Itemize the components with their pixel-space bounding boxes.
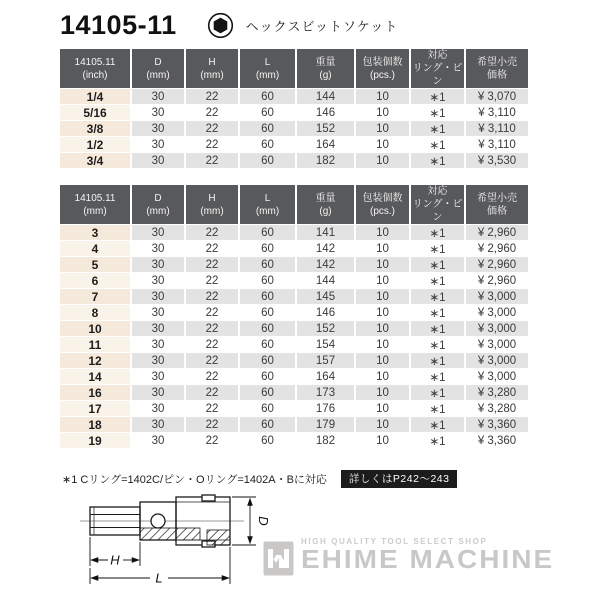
- value-cell: 22: [186, 257, 238, 272]
- page-reference-badge: 詳しくはP242～243: [341, 470, 458, 488]
- table-row: [60, 369, 528, 384]
- value-cell: 22: [186, 321, 238, 336]
- value-cell: 145: [297, 289, 354, 304]
- value-cell: ¥ 2,960: [466, 257, 528, 272]
- value-cell: 10: [356, 401, 409, 416]
- value-cell: ¥ 3,110: [466, 105, 528, 120]
- value-cell: ¥ 3,000: [466, 353, 528, 368]
- size-cell: 3: [60, 225, 130, 240]
- size-cell: 17: [60, 401, 130, 416]
- size-cell: 1/4: [60, 89, 130, 104]
- size-cell: 5/16: [60, 105, 130, 120]
- value-cell: ∗1: [411, 257, 464, 272]
- table-row: [60, 105, 528, 120]
- table-header-row: [60, 185, 528, 224]
- value-cell: 30: [132, 273, 184, 288]
- value-cell: 173: [297, 385, 354, 400]
- table-row: [60, 305, 528, 320]
- column-header: 対応 リング・ピン: [412, 186, 463, 223]
- value-cell: 60: [240, 273, 295, 288]
- table-row: [60, 289, 528, 304]
- column-header: 14105.11 (inch): [60, 49, 130, 88]
- value-cell: 22: [186, 105, 238, 120]
- size-cell: 18: [60, 417, 130, 432]
- column-header: D (mm): [132, 49, 184, 88]
- value-cell: ∗1: [411, 369, 464, 384]
- value-cell: 22: [186, 273, 238, 288]
- column-header: 重量 (g): [297, 185, 354, 224]
- value-cell: ∗1: [411, 353, 464, 368]
- footnote: [62, 470, 457, 488]
- value-cell: 10: [356, 241, 409, 256]
- value-cell: 60: [240, 417, 295, 432]
- value-cell: 164: [297, 369, 354, 384]
- value-cell: ∗1: [411, 417, 464, 432]
- value-cell: 60: [240, 121, 295, 136]
- column-header: L (mm): [240, 49, 295, 88]
- value-cell: 30: [132, 241, 184, 256]
- value-cell: 60: [240, 257, 295, 272]
- value-cell: 22: [186, 241, 238, 256]
- value-cell: 22: [186, 385, 238, 400]
- column-header: H (mm): [186, 49, 238, 88]
- column-header: 希望小売 価格: [466, 185, 528, 224]
- value-cell: ¥ 3,000: [466, 321, 528, 336]
- value-cell: 30: [132, 385, 184, 400]
- value-cell: 144: [297, 273, 354, 288]
- value-cell: 154: [297, 337, 354, 352]
- ehime-machine-logo-icon: [263, 541, 294, 576]
- table-row: [60, 273, 528, 288]
- value-cell: 10: [356, 353, 409, 368]
- value-cell: 22: [186, 89, 238, 104]
- value-cell: ¥ 3,110: [466, 137, 528, 152]
- value-cell: 22: [186, 153, 238, 168]
- column-header: 包装個数 (pcs.): [356, 185, 409, 224]
- size-cell: 19: [60, 433, 130, 448]
- value-cell: 30: [132, 289, 184, 304]
- value-cell: 30: [132, 353, 184, 368]
- value-cell: ¥ 3,360: [466, 417, 528, 432]
- hex-socket-icon: [207, 12, 234, 39]
- value-cell: 179: [297, 417, 354, 432]
- value-cell: 10: [356, 273, 409, 288]
- value-cell: ¥ 3,360: [466, 433, 528, 448]
- size-cell: 14: [60, 369, 130, 384]
- value-cell: 60: [240, 153, 295, 168]
- product-model-number: 14105-11: [60, 10, 177, 40]
- value-cell: 22: [186, 417, 238, 432]
- value-cell: 176: [297, 401, 354, 416]
- value-cell: ∗1: [411, 433, 464, 448]
- value-cell: 10: [356, 225, 409, 240]
- value-cell: ∗1: [411, 337, 464, 352]
- size-cell: 5: [60, 257, 130, 272]
- value-cell: 60: [240, 353, 295, 368]
- value-cell: 30: [132, 417, 184, 432]
- value-cell: 10: [356, 433, 409, 448]
- value-cell: 30: [132, 121, 184, 136]
- value-cell: 30: [132, 89, 184, 104]
- column-header: D (mm): [132, 185, 184, 224]
- size-cell: 6: [60, 273, 130, 288]
- dim-label-h: H: [110, 552, 120, 568]
- value-cell: 60: [240, 337, 295, 352]
- value-cell: 30: [132, 225, 184, 240]
- table-row: [60, 153, 528, 168]
- value-cell: 10: [356, 305, 409, 320]
- value-cell: 10: [356, 289, 409, 304]
- value-cell: 182: [297, 153, 354, 168]
- value-cell: 157: [297, 353, 354, 368]
- size-cell: 3/8: [60, 121, 130, 136]
- value-cell: 60: [240, 225, 295, 240]
- value-cell: 60: [240, 241, 295, 256]
- value-cell: ∗1: [411, 321, 464, 336]
- value-cell: ∗1: [411, 241, 464, 256]
- value-cell: ∗1: [411, 401, 464, 416]
- value-cell: 22: [186, 337, 238, 352]
- value-cell: 22: [186, 401, 238, 416]
- value-cell: 60: [240, 137, 295, 152]
- value-cell: ¥ 3,070: [466, 89, 528, 104]
- size-cell: 7: [60, 289, 130, 304]
- product-name: ヘックスビットソケット: [245, 19, 399, 34]
- value-cell: 30: [132, 337, 184, 352]
- value-cell: 146: [297, 305, 354, 320]
- value-cell: ∗1: [411, 273, 464, 288]
- value-cell: 164: [297, 137, 354, 152]
- spec-table-inch: [58, 48, 530, 169]
- table-row: [60, 417, 528, 432]
- value-cell: 142: [297, 241, 354, 256]
- value-cell: 10: [356, 337, 409, 352]
- value-cell: ∗1: [411, 289, 464, 304]
- watermark-brand: EHIME MACHINE: [301, 545, 555, 574]
- value-cell: 10: [356, 121, 409, 136]
- column-header: 14105.11 (mm): [60, 185, 130, 224]
- value-cell: 10: [356, 137, 409, 152]
- value-cell: ∗1: [411, 225, 464, 240]
- value-cell: 60: [240, 401, 295, 416]
- value-cell: 30: [132, 305, 184, 320]
- value-cell: ¥ 2,960: [466, 273, 528, 288]
- value-cell: ∗1: [411, 305, 464, 320]
- table-row: [60, 337, 528, 352]
- value-cell: ¥ 3,110: [466, 121, 528, 136]
- value-cell: 10: [356, 105, 409, 120]
- value-cell: ∗1: [411, 385, 464, 400]
- table-row: [60, 385, 528, 400]
- value-cell: 60: [240, 385, 295, 400]
- table-header-row: [60, 49, 528, 88]
- value-cell: 22: [186, 289, 238, 304]
- value-cell: ∗1: [411, 137, 464, 152]
- value-cell: 30: [132, 401, 184, 416]
- value-cell: 10: [356, 369, 409, 384]
- column-header: H (mm): [186, 185, 238, 224]
- product-header: [60, 10, 398, 41]
- table-row: [60, 433, 528, 448]
- value-cell: 30: [132, 105, 184, 120]
- size-cell: 1/2: [60, 137, 130, 152]
- column-header: 希望小売 価格: [466, 49, 528, 88]
- table-row: [60, 321, 528, 336]
- value-cell: ¥ 3,000: [466, 369, 528, 384]
- value-cell: 152: [297, 121, 354, 136]
- size-cell: 8: [60, 305, 130, 320]
- value-cell: ¥ 3,000: [466, 305, 528, 320]
- size-cell: 12: [60, 353, 130, 368]
- dim-label-l: L: [155, 570, 163, 586]
- value-cell: ¥ 3,530: [466, 153, 528, 168]
- value-cell: 10: [356, 257, 409, 272]
- value-cell: ∗1: [411, 105, 464, 120]
- column-header: 対応 リング・ピン: [412, 50, 463, 87]
- value-cell: 152: [297, 321, 354, 336]
- value-cell: 60: [240, 433, 295, 448]
- value-cell: ¥ 3,000: [466, 289, 528, 304]
- table-row: [60, 353, 528, 368]
- table-row: [60, 121, 528, 136]
- value-cell: 30: [132, 257, 184, 272]
- value-cell: ¥ 2,960: [466, 241, 528, 256]
- column-header: 包装個数 (pcs.): [356, 49, 409, 88]
- column-header: 重量 (g): [297, 49, 354, 88]
- value-cell: 10: [356, 153, 409, 168]
- value-cell: 182: [297, 433, 354, 448]
- size-cell: 11: [60, 337, 130, 352]
- value-cell: 10: [356, 385, 409, 400]
- value-cell: 22: [186, 225, 238, 240]
- value-cell: ∗1: [411, 153, 464, 168]
- spec-table-mm: [58, 184, 530, 449]
- watermark-tagline: HIGH QUALITY TOOL SELECT SHOP: [301, 537, 488, 546]
- value-cell: 142: [297, 257, 354, 272]
- value-cell: 141: [297, 225, 354, 240]
- size-cell: 10: [60, 321, 130, 336]
- value-cell: 22: [186, 369, 238, 384]
- shop-watermark: [263, 537, 600, 585]
- table-row: [60, 257, 528, 272]
- table-row: [60, 137, 528, 152]
- value-cell: 22: [186, 305, 238, 320]
- table-row: [60, 225, 528, 240]
- value-cell: 144: [297, 89, 354, 104]
- size-cell: 4: [60, 241, 130, 256]
- size-cell: 16: [60, 385, 130, 400]
- value-cell: ¥ 3,280: [466, 385, 528, 400]
- value-cell: ¥ 3,280: [466, 401, 528, 416]
- value-cell: 60: [240, 105, 295, 120]
- value-cell: 60: [240, 89, 295, 104]
- value-cell: 60: [240, 289, 295, 304]
- value-cell: 30: [132, 153, 184, 168]
- value-cell: 22: [186, 137, 238, 152]
- footnote-text: ∗1 Cリング=1402C/ピン・Oリング=1402A・Bに対応: [62, 474, 327, 486]
- value-cell: 30: [132, 433, 184, 448]
- value-cell: 146: [297, 105, 354, 120]
- value-cell: 10: [356, 417, 409, 432]
- table-row: [60, 401, 528, 416]
- value-cell: 30: [132, 137, 184, 152]
- table-row: [60, 241, 528, 256]
- value-cell: 30: [132, 369, 184, 384]
- value-cell: 60: [240, 369, 295, 384]
- value-cell: 60: [240, 305, 295, 320]
- value-cell: 22: [186, 433, 238, 448]
- column-header: L (mm): [240, 185, 295, 224]
- value-cell: ∗1: [411, 89, 464, 104]
- value-cell: ¥ 2,960: [466, 225, 528, 240]
- size-cell: 3/4: [60, 153, 130, 168]
- watermark-text: [301, 537, 554, 575]
- value-cell: 30: [132, 321, 184, 336]
- value-cell: ∗1: [411, 121, 464, 136]
- table-row: [60, 89, 528, 104]
- value-cell: 10: [356, 89, 409, 104]
- value-cell: 60: [240, 321, 295, 336]
- value-cell: 22: [186, 353, 238, 368]
- value-cell: 22: [186, 121, 238, 136]
- value-cell: 10: [356, 321, 409, 336]
- dim-label-d: D: [256, 516, 271, 526]
- value-cell: ¥ 3,000: [466, 337, 528, 352]
